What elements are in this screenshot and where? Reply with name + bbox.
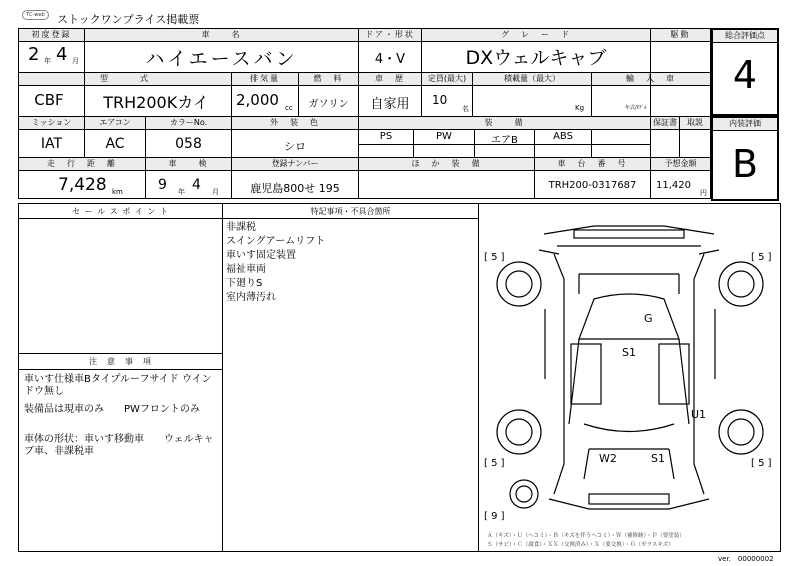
remark-item: 非課税 [226,222,256,233]
import-note: 年式/ﾓﾃﾞﾙ [625,105,647,111]
month-unit: 月 [72,57,79,65]
label-capacity: 定員(最大) [422,73,472,85]
inspection-month-unit: 月 [212,188,219,196]
expected-price: 11,420 [656,180,691,191]
tire-label: [ 5 ] [484,252,505,263]
inspection-year-unit: 年 [178,188,185,196]
label-manual: 取説 [680,117,710,129]
color-no: 058 [175,136,202,152]
legend-line: Ａ（キズ）・Ｕ（ヘコミ）・Ｂ（キズを伴うヘコミ）・Ｗ（補修跡）・Ｐ（要塗装） [487,533,685,539]
inspection-year: 9 [158,177,167,193]
history: 自家用 [370,97,410,112]
capacity: 10 [432,93,448,107]
equipment-item: エアB [491,135,518,146]
label-overall-score: 総合評価点 [713,30,777,42]
capacity-unit: 名 [462,105,469,113]
exterior-color: シロ [284,140,306,153]
load-unit: Kg [575,104,585,112]
label-exterior-color: 外 装 色 [232,117,358,129]
label-color-no: カラーNo. [146,117,231,129]
label-aircon: エアコン [85,117,145,129]
label-inspection: 車 検 [146,158,231,170]
tire-label: [ 5 ] [484,458,505,469]
grade: DXウェルキャブ [465,47,607,69]
cc-unit: cc [285,104,293,112]
damage-mark: G [644,312,653,325]
label-history: 車 歴 [359,73,421,85]
sales-point-title: セ ー ル ス ポ イ ン ト [72,207,169,216]
remark-item: スイングアームリフト [226,236,326,247]
model-code: TRH200Kカイ [103,93,209,112]
note-item: 車体の形状：車いす移動車 ウェルキャブ車、非課税車 [24,434,214,457]
remark-item: 室内薄汚れ [226,292,276,303]
car-name: ハイエースバン [145,48,298,70]
label-interior-score: 内装評価 [713,118,777,130]
aircon: AC [105,136,125,152]
label-plate: 登録ナンバー [232,158,358,170]
version-label: ver. 00000002 [718,555,774,563]
mileage: 7,428 [58,175,107,195]
door-shape: 4・V [374,52,406,67]
equipment-item: ABS [553,131,573,142]
first-reg-month: 4 [56,44,68,65]
mission: IAT [40,136,63,152]
label-door-shape: ドア・形状 [359,29,421,41]
damage-mark: W2 [599,452,617,465]
label-first-reg: 初度登録 [19,29,84,41]
interior-score: B [731,142,759,186]
plate: 鹿児島800せ 195 [250,182,340,195]
fuel: ガソリン [308,99,349,110]
label-drive: 駆動 [651,29,710,41]
label-fuel: 燃 料 [299,73,358,85]
first-reg-year: 2 [28,44,40,65]
year-unit: 年 [44,57,51,65]
label-grade: グ レ ー ド [422,29,650,41]
remark-item: 車いす固定装置 [226,250,296,261]
car-damage-diagram [479,204,780,551]
page-title: ストックワンプライス掲載票 [57,13,200,26]
label-mileage: 走 行 距 離 [19,158,145,170]
model-prefix: CBF [34,91,64,109]
damage-mark: S1 [622,346,636,359]
label-chassis-no: 車 台 番 号 [535,158,650,170]
equipment-item: PW [436,131,452,142]
remark-item: 福祉車両 [226,264,266,275]
label-displacement: 排気量 [232,73,298,85]
label-load: 積載量（最大） [473,73,591,85]
label-equipment: 装 備 [359,117,650,129]
note-item: 車いす仕様車Bタイプルーフサイド ウインドウ無し [24,374,212,397]
price-unit: 円 [700,189,707,197]
remarks-title: 特記事項・不具合箇所 [310,207,391,216]
notes-title: 注 意 事 項 [89,357,152,366]
logo: TC-web [22,10,49,20]
note-item: 装備品は現車のみ PWフロントのみ [24,404,200,415]
displacement: 2,000 [236,91,279,109]
km-unit: km [112,188,123,196]
damage-mark: S1 [651,452,665,465]
label-car-name: 車 名 [85,29,358,41]
chassis-no: TRH200-0317687 [548,180,637,191]
label-import: 輸 入 車 [592,73,710,85]
remark-item: 下廻りS [226,278,263,289]
tire-label: [ 5 ] [751,458,772,469]
label-warranty: 保証書 [653,118,677,127]
overall-score: 4 [732,53,758,97]
tire-label: [ 5 ] [751,252,772,263]
equipment-item: PS [379,131,393,142]
legend-line: Ｓ（サビ）・Ｃ（腐食）・ＸＸ（交換済み）・Ｘ（要交換）・Ｇ（ガラスキズ） [487,542,674,548]
label-expected-price: 予想金額 [651,158,710,170]
damage-mark: U1 [691,408,707,421]
label-model: 型 式 [19,73,231,85]
label-other-equipment: ほ か 装 備 [359,158,534,170]
inspection-month: 4 [192,177,201,193]
label-mission: ミッション [19,117,84,129]
tire-label: [ 9 ] [484,511,505,522]
